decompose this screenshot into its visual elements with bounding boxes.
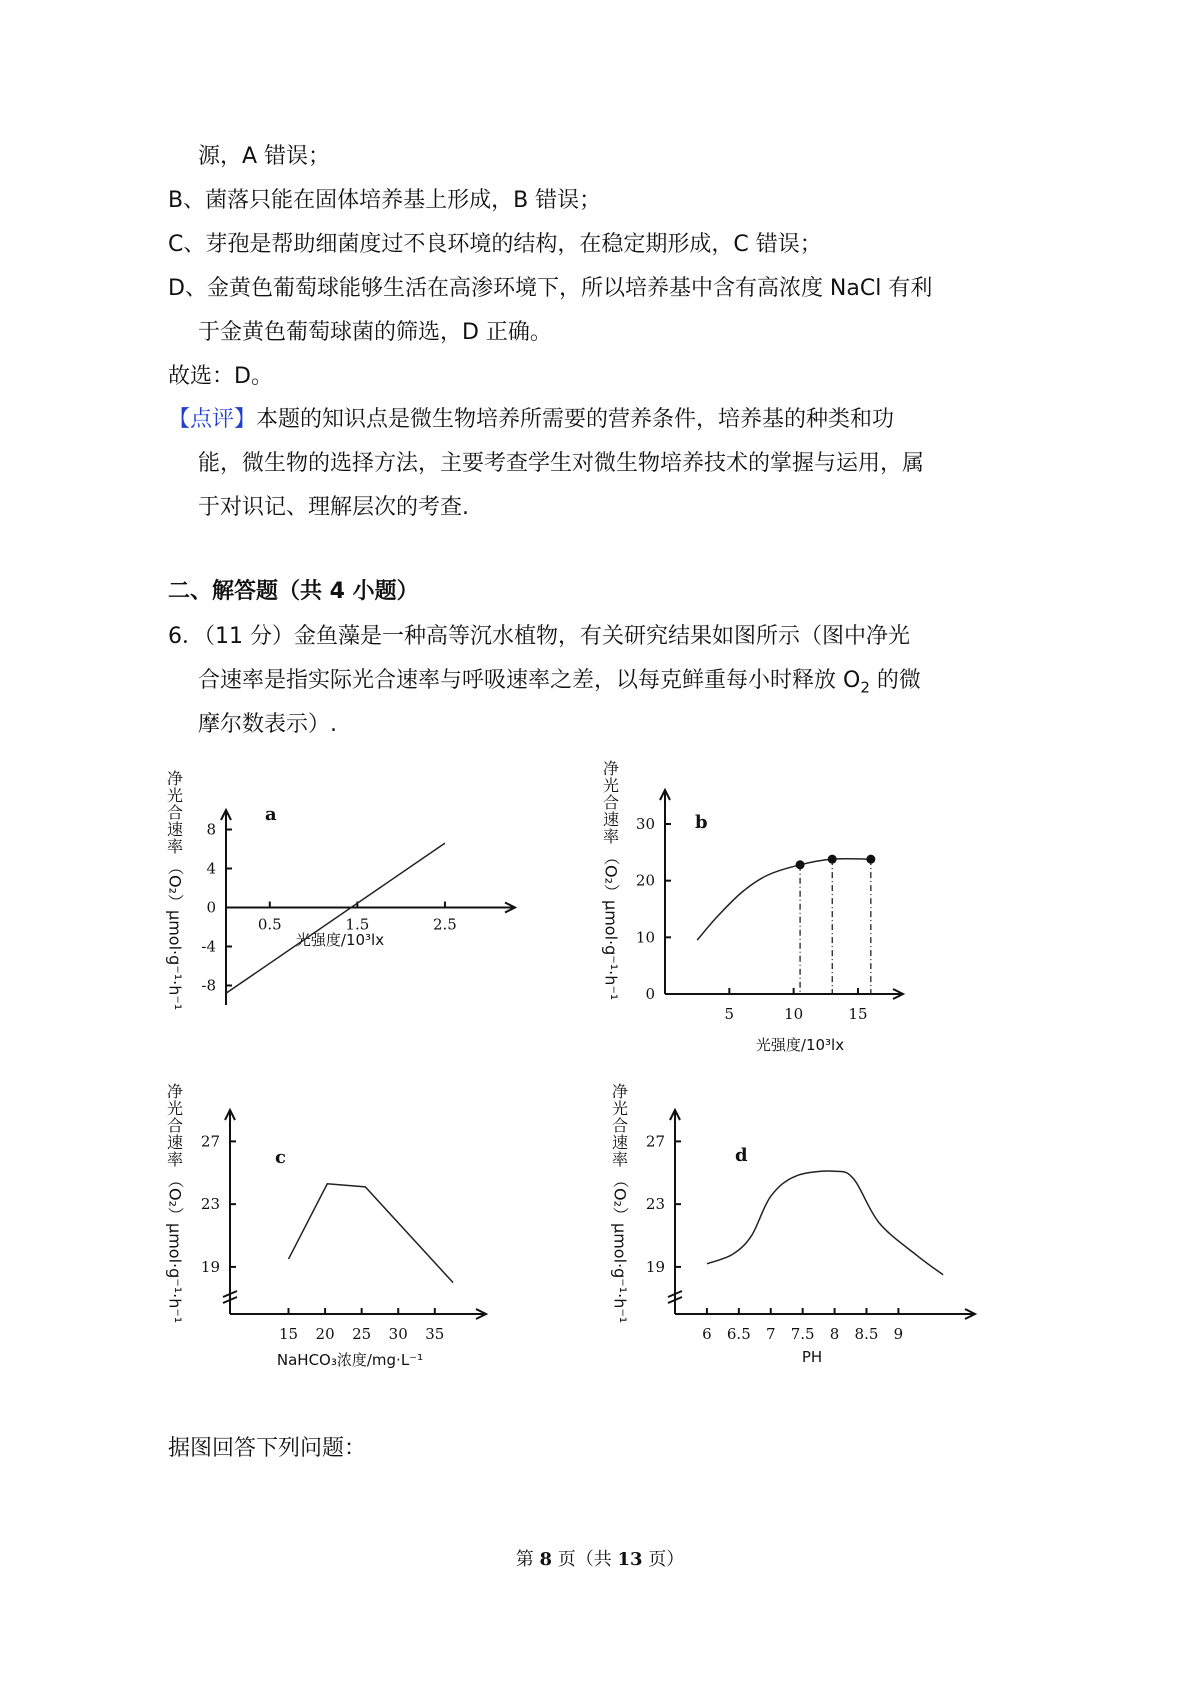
footer-pre: 第: [515, 1549, 540, 1570]
question-6-line-3: 摩尔数表示）.: [198, 712, 337, 737]
footer-page: 8: [539, 1549, 552, 1570]
chart-a-x-tick-label: 1.5: [345, 915, 370, 934]
chart-b-y-tick-label: 30: [635, 815, 655, 833]
chart-d-x-tick-label: 8: [829, 1325, 840, 1343]
chart-d-panel-label: d: [735, 1145, 748, 1166]
chart-b-y-tick-label: 0: [645, 985, 655, 1003]
chart-a-y-tick-label: 0: [206, 898, 216, 917]
chart-b: [625, 775, 925, 1065]
chart-c-x-tick-label: 35: [425, 1325, 445, 1343]
chart-c-y-tick-label: 27: [200, 1132, 220, 1151]
chart-c-x-tick-label: 20: [315, 1325, 335, 1343]
chart-b-ylabel-top: 净光合速率: [602, 759, 619, 846]
chart-a-panel-label: a: [265, 804, 277, 825]
comment-tag: 【点评】: [168, 407, 257, 432]
chart-a-ylabel-unit: （O₂）μmol·g⁻¹·h⁻¹: [165, 859, 185, 1011]
chart-b-data-point: [866, 855, 875, 864]
o2-subscript: 2: [860, 678, 870, 697]
chart-d-y-tick-label: 23: [645, 1195, 665, 1214]
question-6-text-end: 的微: [869, 668, 921, 693]
chart-d-x-tick-label: 9: [893, 1325, 904, 1343]
section-heading: 二、解答题（共 4 小题）: [168, 579, 419, 604]
chart-c-x-tick-label: 25: [352, 1325, 372, 1343]
chart-a-x-axis-label: 光强度/10³lx: [295, 931, 385, 949]
chart-a-y-tick-label: 8: [206, 820, 216, 839]
text-line-3: C、芽孢是帮助细菌度过不良环境的结构，在稳定期形成，C 错误；: [168, 232, 822, 257]
chart-a-y-tick-label: -4: [201, 937, 216, 956]
chart-d-ylabel: [611, 1083, 629, 1323]
comment-line-3: 于对识记、理解层次的考查.: [198, 495, 469, 520]
text-line-2: B、菌落只能在固体培养基上形成，B 错误；: [168, 188, 602, 213]
chart-c-panel-label: c: [275, 1147, 286, 1168]
chart-d-x-tick-label: 7.5: [790, 1325, 815, 1343]
footer-mid: 页（共: [552, 1549, 618, 1570]
text-line-4: D、金黄色葡萄球能够生活在高渗环境下，所以培养基中含有高浓度 NaCl 有利: [168, 276, 933, 301]
chart-c-y-tick-label: 23: [200, 1195, 220, 1214]
chart-c-y-tick-label: 19: [200, 1257, 220, 1276]
text-line-5: 于金黄色葡萄球菌的筛选，D 正确。: [198, 320, 552, 345]
chart-a-ylabel-top: 净光合速率: [166, 769, 183, 856]
chart-b-x-axis-label: 光强度/10³lx: [755, 1036, 845, 1054]
text-line-1: 源，A 错误；: [198, 144, 331, 169]
chart-d-x-tick-label: 8.5: [854, 1325, 879, 1343]
chart-b-ylabel-unit: （O₂）μmol·g⁻¹·h⁻¹: [601, 849, 621, 1001]
comment-line-1: [168, 405, 894, 435]
chart-b-x-tick-label: 10: [784, 1005, 804, 1023]
page-footer: [0, 1545, 1200, 1571]
chart-a-ylabel: [166, 770, 184, 1010]
chart-b-x-tick-label: 5: [724, 1005, 735, 1023]
comment-line-2: 能，微生物的选择方法，主要考查学生对微生物培养技术的掌握与运用，属: [198, 451, 925, 476]
chart-c-ylabel-unit: （O₂）μmol·g⁻¹·h⁻¹: [165, 1172, 185, 1324]
comment-text: 本题的知识点是微生物培养所需要的营养条件，培养基的种类和功: [256, 407, 895, 432]
chart-c-ylabel: [166, 1083, 184, 1323]
question-prompt: 据图回答下列问题：: [168, 1436, 367, 1461]
chart-b-panel-label: b: [695, 812, 708, 833]
chart-b-data-point: [796, 860, 805, 869]
chart-c-series-line: [289, 1184, 454, 1283]
chart-c-ylabel-top: 净光合速率: [166, 1082, 183, 1169]
chart-c-x-axis-label: NaHCO₃浓度/mg·L⁻¹: [276, 1351, 424, 1369]
chart-b-x-tick-label: 15: [848, 1005, 868, 1023]
chart-c-x-tick-label: 15: [278, 1325, 299, 1343]
chart-d-x-axis-label: PH: [801, 1348, 823, 1366]
chart-d-x-tick-label: 6.5: [726, 1325, 751, 1343]
chart-a-y-tick-label: 4: [206, 859, 216, 878]
footer-total: 13: [617, 1549, 643, 1570]
chart-d: [635, 1095, 990, 1385]
chart-d-x-tick-label: 6: [702, 1325, 712, 1343]
text-line-6: 故选：D。: [168, 364, 273, 389]
footer-post: 页）: [642, 1549, 685, 1570]
chart-a-x-tick-label: 2.5: [433, 915, 457, 934]
chart-b-series-line: [697, 859, 871, 940]
chart-d-ylabel-top: 净光合速率: [611, 1082, 628, 1169]
chart-a: [190, 785, 530, 1045]
chart-b-y-tick-label: 10: [635, 928, 655, 947]
chart-a-x-tick-label: 0.5: [257, 915, 282, 934]
chart-c: [190, 1095, 500, 1385]
chart-b-ylabel: [602, 760, 620, 1000]
chart-b-y-tick-label: 20: [635, 871, 655, 890]
chart-d-series-line: [707, 1171, 943, 1275]
question-6-line-2: [198, 666, 921, 702]
question-6-line-1: 6．（11 分）金鱼藻是一种高等沉水植物，有关研究结果如图所示（图中净光: [168, 624, 910, 649]
question-6-text: 合速率是指实际光合速率与呼吸速率之差，以每克鲜重每小时释放 O: [198, 668, 861, 693]
chart-a-y-tick-label: -8: [201, 976, 216, 995]
chart-d-x-tick-label: 7: [765, 1325, 776, 1343]
chart-b-data-point: [828, 855, 837, 864]
chart-d-ylabel-unit: （O₂）μmol·g⁻¹·h⁻¹: [610, 1172, 630, 1324]
chart-d-y-tick-label: 27: [645, 1132, 665, 1151]
chart-d-y-tick-label: 19: [645, 1257, 665, 1276]
chart-c-x-tick-label: 30: [388, 1325, 408, 1343]
